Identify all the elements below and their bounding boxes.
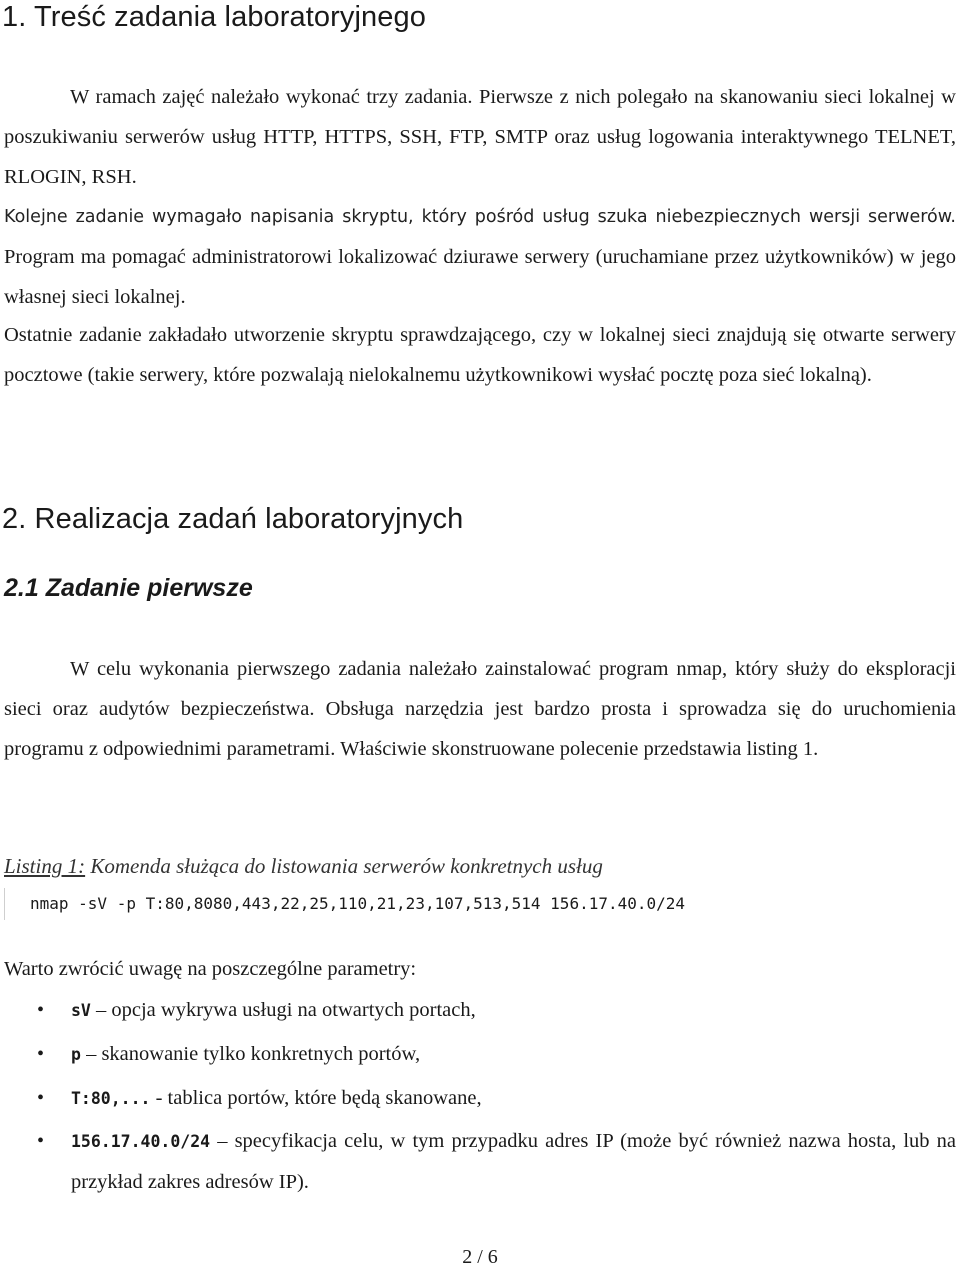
- bullet-icon: •: [37, 1043, 45, 1065]
- section-1-paragraph-1-text: W ramach zajęć należało wykonać trzy zadania. Pierwsze z nich polegało na skanowaniu sieci lokalnej w poszukiwaniu serwerów usług HTTP, HTTPS, SSH, FTP, SMTP oraz usług logowania interaktywnego TELNET, RLOGIN, RSH.: [4, 86, 956, 188]
- list-item-body: [71, 1121, 956, 1202]
- params-intro: Warto zwrócić uwagę na poszczególne parametry:: [4, 958, 417, 980]
- section-1-paragraph-2-text: Program ma pomagać administratorowi lokalizować dziurawe serwery (uruchamiane przez użytkowników) w jego własnej sieci lokalnej.: [4, 246, 956, 308]
- page-number: 2 / 6: [462, 1246, 498, 1268]
- section-1-paragraph-3-text: Ostatnie zadanie zakładało utworzenie skryptu sprawdzającego, czy w lokalnej sieci znajdują się otwarte serwery pocztowe (takie serwery, które pozwalają nielokalnemu użytkownikowi wysłać pocztę poza sieć lokalną).: [4, 324, 956, 386]
- param-code: sV: [71, 1001, 91, 1020]
- listing-code: nmap -sV -p T:80,8080,443,22,25,110,21,23,107,513,514 156.17.40.0/24: [4, 888, 956, 920]
- param-code: p: [71, 1045, 81, 1064]
- bullet-icon: •: [37, 1087, 45, 1109]
- section-1-paragraph-2: [4, 196, 956, 317]
- section-2-1-heading: 2.1 Zadanie pierwsze: [4, 574, 253, 602]
- section-1-paragraph-1: [4, 77, 956, 197]
- section-2-heading: 2. Realizacja zadań laboratoryjnych: [2, 503, 464, 535]
- listing-caption: [4, 851, 956, 881]
- list-item-body: [71, 990, 956, 1031]
- section-2-paragraph-1: [4, 649, 956, 769]
- param-code: T:80,...: [71, 1089, 151, 1108]
- bullet-icon: •: [37, 1130, 45, 1152]
- section-2-paragraph-1-text: W celu wykonania pierwszego zadania należało zainstalować program nmap, który służy do eksploracji sieci oraz audytów bezpieczeństwa. Obsługa narzędzia jest bardzo prosta i sprowadza się do uruchomienia programu z odpowiednimi parametrami. Właściwie skonstruowane polecenie przedstawia listing 1.: [4, 658, 956, 760]
- section-1-paragraph-2-sans-text: Kolejne zadanie wymagało napisania skryptu, który pośród usług szuka niebezpiecznych wersji serwerów.: [4, 207, 956, 227]
- listing-label: Listing 1:: [4, 854, 86, 878]
- param-description: – opcja wykrywa usługi na otwartych portach,: [90, 999, 476, 1021]
- param-description: – skanowanie tylko konkretnych portów,: [80, 1043, 421, 1065]
- listing-title: Komenda służąca do listowania serwerów konkretnych usług: [85, 854, 603, 878]
- param-description: - tablica portów, które będą skanowane,: [150, 1087, 482, 1109]
- section-1-paragraph-3: [4, 315, 956, 395]
- section-1-heading: 1. Treść zadania laboratoryjnego: [2, 1, 426, 33]
- bullet-icon: •: [37, 999, 45, 1021]
- param-description: – specyfikacja celu, w tym przypadku adres IP (może być również nazwa hosta, lub na przykład zakres adresów IP).: [71, 1130, 956, 1193]
- list-item-body: [71, 1034, 956, 1075]
- param-code: 156.17.40.0/24: [71, 1132, 211, 1151]
- list-item-body: [71, 1078, 956, 1119]
